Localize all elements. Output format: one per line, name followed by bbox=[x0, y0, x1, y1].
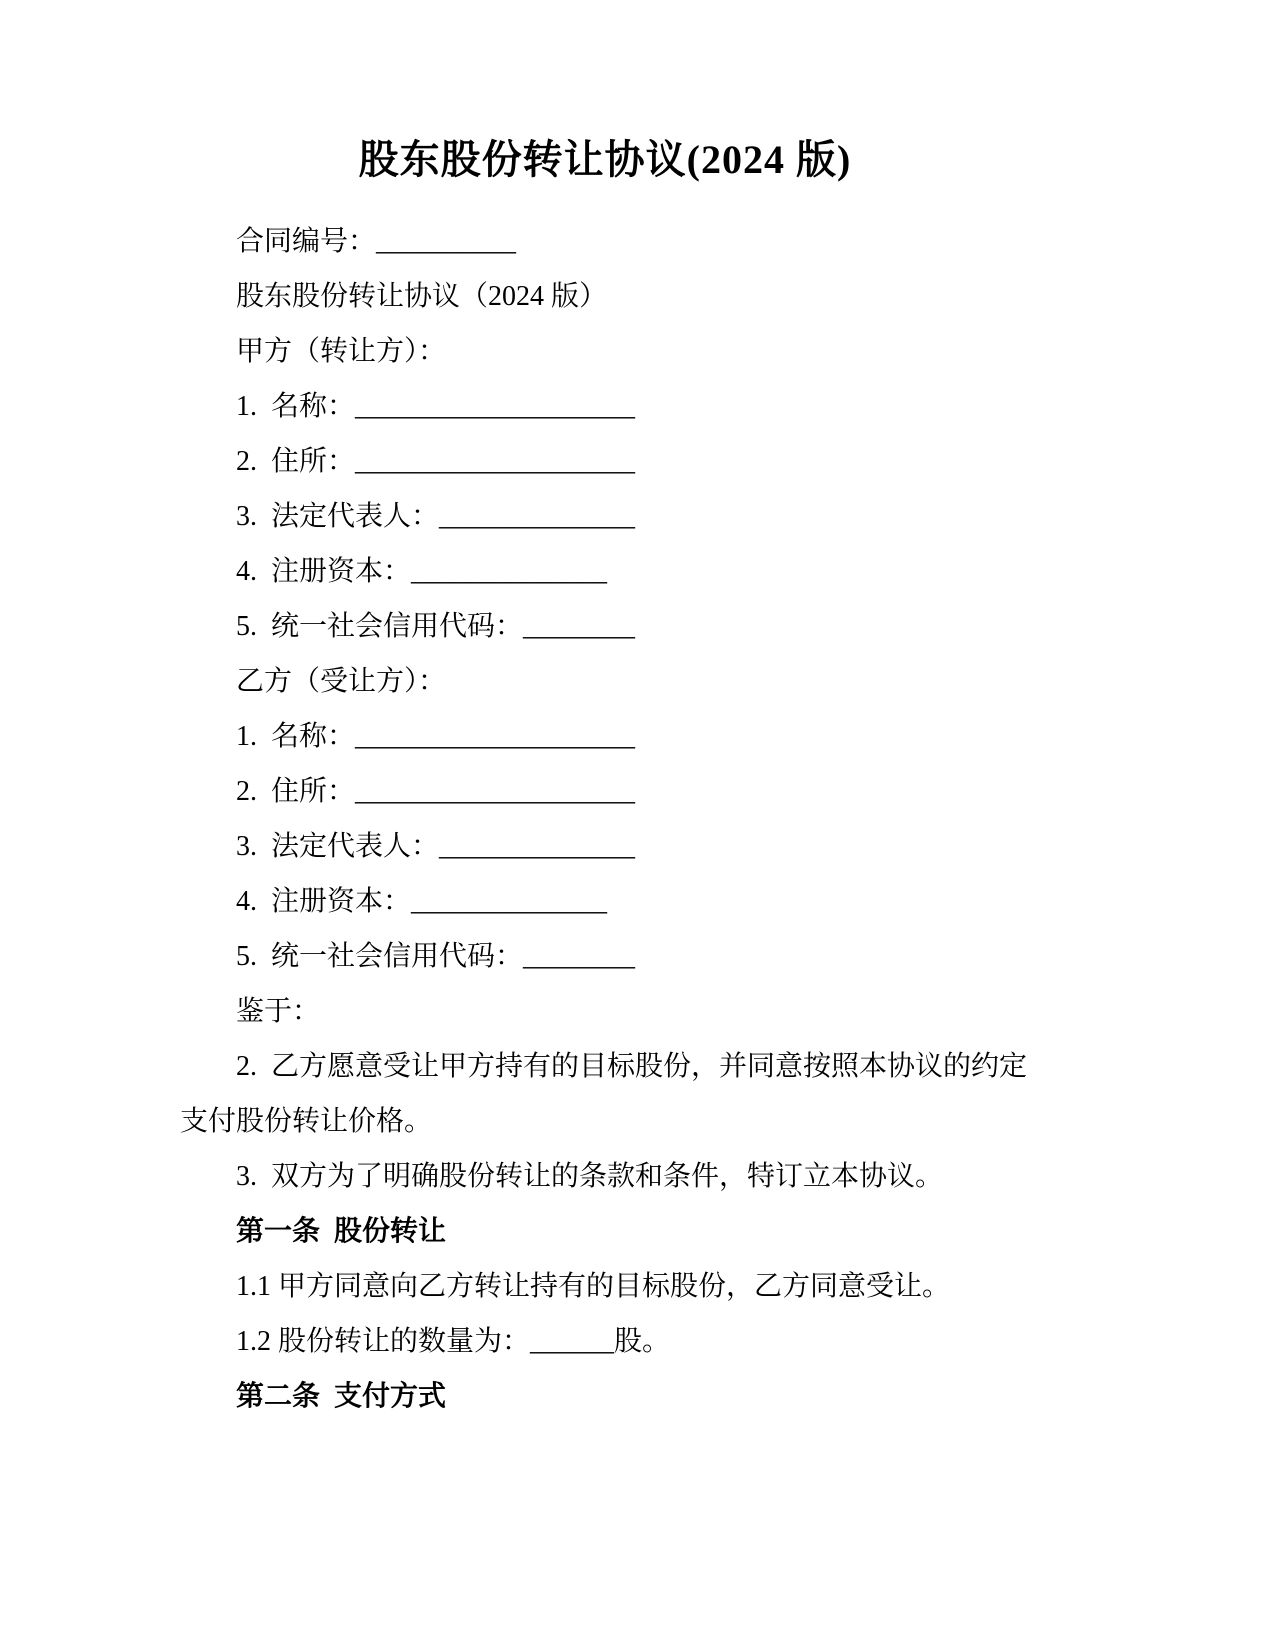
party-b-credit-code-field: 5. 统一社会信用代码：________ bbox=[236, 941, 636, 972]
clause-1-1: 1.1 甲方同意向乙方转让持有的目标股份，乙方同意受让。 bbox=[236, 1271, 951, 1302]
party-b-capital-field: 4. 注册资本：______________ bbox=[236, 886, 608, 917]
whereas-label: 鉴于： bbox=[236, 996, 321, 1027]
clause-1-2: 1.2 股份转让的数量为：______股。 bbox=[236, 1326, 671, 1357]
agreement-subtitle: 股东股份转让协议（2024 版） bbox=[236, 281, 608, 312]
whereas-clause-3: 3. 双方为了明确股份转让的条款和条件，特订立本协议。 bbox=[236, 1161, 944, 1192]
article-2-heading: 第二条 支付方式 bbox=[236, 1381, 447, 1412]
party-a-capital-field: 4. 注册资本：______________ bbox=[236, 556, 608, 587]
party-a-credit-code-field: 5. 统一社会信用代码：________ bbox=[236, 611, 636, 642]
party-b-legal-rep-field: 3. 法定代表人：______________ bbox=[236, 831, 636, 862]
article-1-heading: 第一条 股份转让 bbox=[236, 1216, 447, 1247]
party-a-label: 甲方（转让方）： bbox=[236, 336, 447, 367]
document-title: 股东股份转让协议(2024 版) bbox=[358, 137, 852, 182]
party-b-label: 乙方（受让方）： bbox=[236, 666, 447, 697]
contract-number-line: 合同编号：__________ bbox=[236, 226, 517, 257]
party-a-name-field: 1. 名称：____________________ bbox=[236, 391, 636, 422]
whereas-clause-2: 2. 乙方愿意受让甲方持有的目标股份，并同意按照本协议的约定支付股份转让价格。 bbox=[180, 1051, 1028, 1137]
party-b-address-field: 2. 住所：____________________ bbox=[236, 776, 636, 807]
party-a-address-field: 2. 住所：____________________ bbox=[236, 446, 636, 477]
party-b-name-field: 1. 名称：____________________ bbox=[236, 721, 636, 752]
party-a-legal-rep-field: 3. 法定代表人：______________ bbox=[236, 501, 636, 532]
